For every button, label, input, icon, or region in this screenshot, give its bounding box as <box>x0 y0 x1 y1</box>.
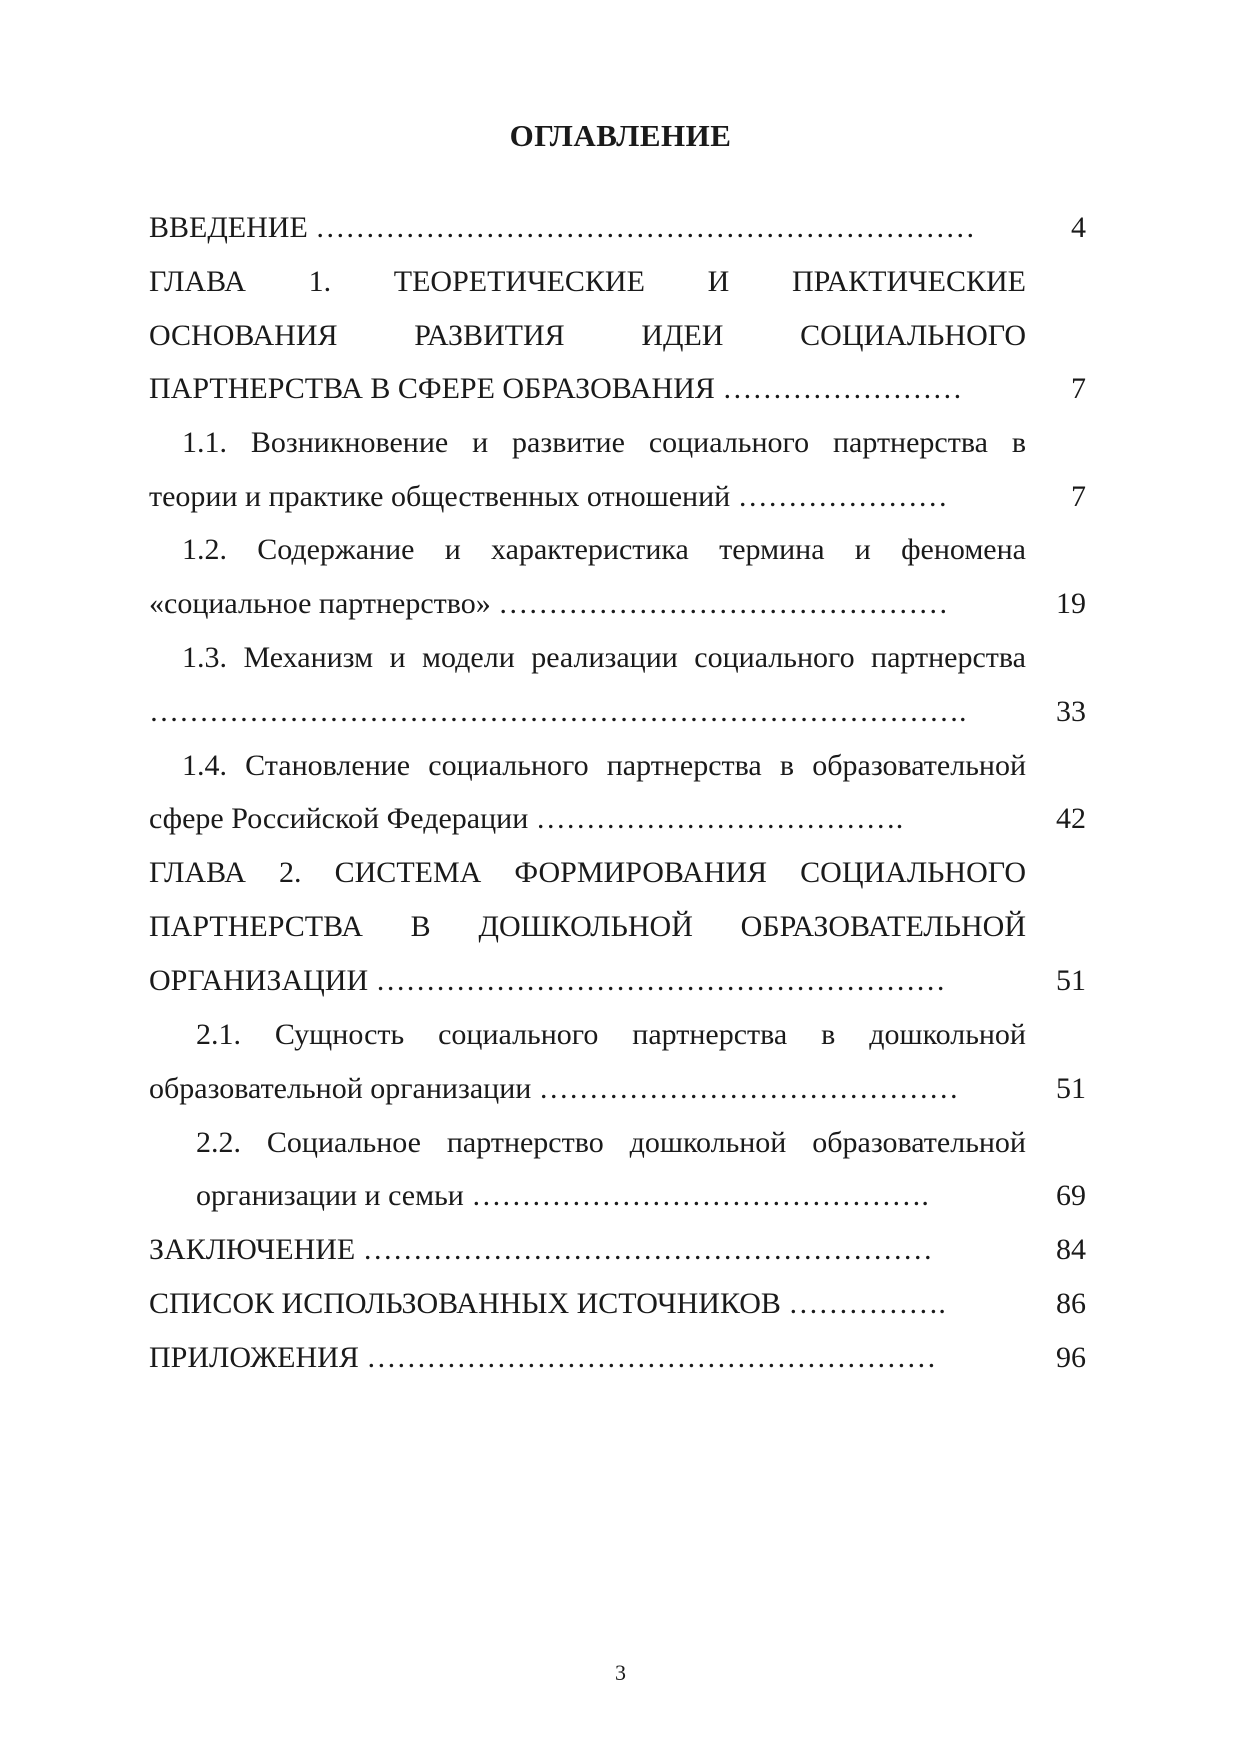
toc-section-2-1-line-1: 2.1. Сущность социального партнерства в дошкольной <box>196 1018 1026 1051</box>
toc-page-section-2-2: 69 <box>1056 1179 1086 1212</box>
toc-page-section-1-3: 33 <box>1056 695 1086 728</box>
toc-page-section-2-1: 51 <box>1056 1072 1086 1105</box>
toc-section-1-4-line-2: сфере Российской Федерации ………………………………. <box>149 802 904 835</box>
toc-page-conclusion: 84 <box>1056 1233 1086 1266</box>
toc-section-1-1-line-1: 1.1. Возникновение и развитие социального партнерства в <box>182 426 1026 459</box>
toc-page-chapter-1: 7 <box>1071 372 1086 405</box>
page-title: ОГЛАВЛЕНИЕ <box>509 118 732 153</box>
toc-section-1-3-line-1: 1.3. Механизм и модели реализации социального партнерства <box>182 641 1026 674</box>
toc-chapter-2-line-2: ПАРТНЕРСТВА В ДОШКОЛЬНОЙ ОБРАЗОВАТЕЛЬНОЙ <box>149 910 1026 943</box>
toc-chapter-1-line-3: ПАРТНЕРСТВА В СФЕРЕ ОБРАЗОВАНИЯ …………………… <box>149 372 963 405</box>
toc-entry-appendix: ПРИЛОЖЕНИЯ ………………………………………………… <box>149 1341 937 1374</box>
toc-page-appendix: 96 <box>1056 1341 1086 1374</box>
toc-page-section-1-1: 7 <box>1071 480 1086 513</box>
toc-section-1-1-line-2: теории и практике общественных отношений ………………… <box>149 480 948 513</box>
toc-section-2-2-line-1: 2.2. Социальное партнерство дошкольной образовательной <box>196 1126 1026 1159</box>
toc-chapter-1-line-2: ОСНОВАНИЯ РАЗВИТИЯ ИДЕИ СОЦИАЛЬНОГО <box>149 319 1026 352</box>
toc-entry-intro: ВВЕДЕНИЕ ………………………………………………………… <box>149 211 976 244</box>
toc-section-2-1-line-2: образовательной организации …………………………………… <box>149 1072 959 1105</box>
toc-page-chapter-2: 51 <box>1056 964 1086 997</box>
toc-page-section-1-4: 42 <box>1056 802 1086 835</box>
toc-page-section-1-2: 19 <box>1056 587 1086 620</box>
toc-section-1-2-line-1: 1.2. Содержание и характеристика термина и феномена <box>182 533 1026 566</box>
toc-page-sources: 86 <box>1056 1287 1086 1320</box>
toc-chapter-2-line-1: ГЛАВА 2. СИСТЕМА ФОРМИРОВАНИЯ СОЦИАЛЬНОГО <box>149 856 1026 889</box>
toc-section-2-2-line-2: организации и семьи ………………………………………. <box>196 1179 929 1212</box>
toc-section-1-4-line-1: 1.4. Становление социального партнерства в образовательной <box>182 749 1026 782</box>
toc-chapter-1-line-1: ГЛАВА 1. ТЕОРЕТИЧЕСКИЕ И ПРАКТИЧЕСКИЕ <box>149 265 1026 298</box>
toc-section-1-3-line-2: ………………………………………………………………………. <box>149 695 967 728</box>
toc-chapter-2-line-3: ОРГАНИЗАЦИИ ………………………………………………… <box>149 964 946 997</box>
toc-section-1-2-line-2: «социальное партнерство» ……………………………………… <box>149 587 949 620</box>
toc-page-intro: 4 <box>1071 211 1086 244</box>
page-number: 3 <box>615 1660 626 1685</box>
toc-entry-sources: СПИСОК ИСПОЛЬЗОВАННЫХ ИСТОЧНИКОВ ……………. <box>149 1287 946 1320</box>
toc-entry-conclusion: ЗАКЛЮЧЕНИЕ ………………………………………………… <box>149 1233 933 1266</box>
